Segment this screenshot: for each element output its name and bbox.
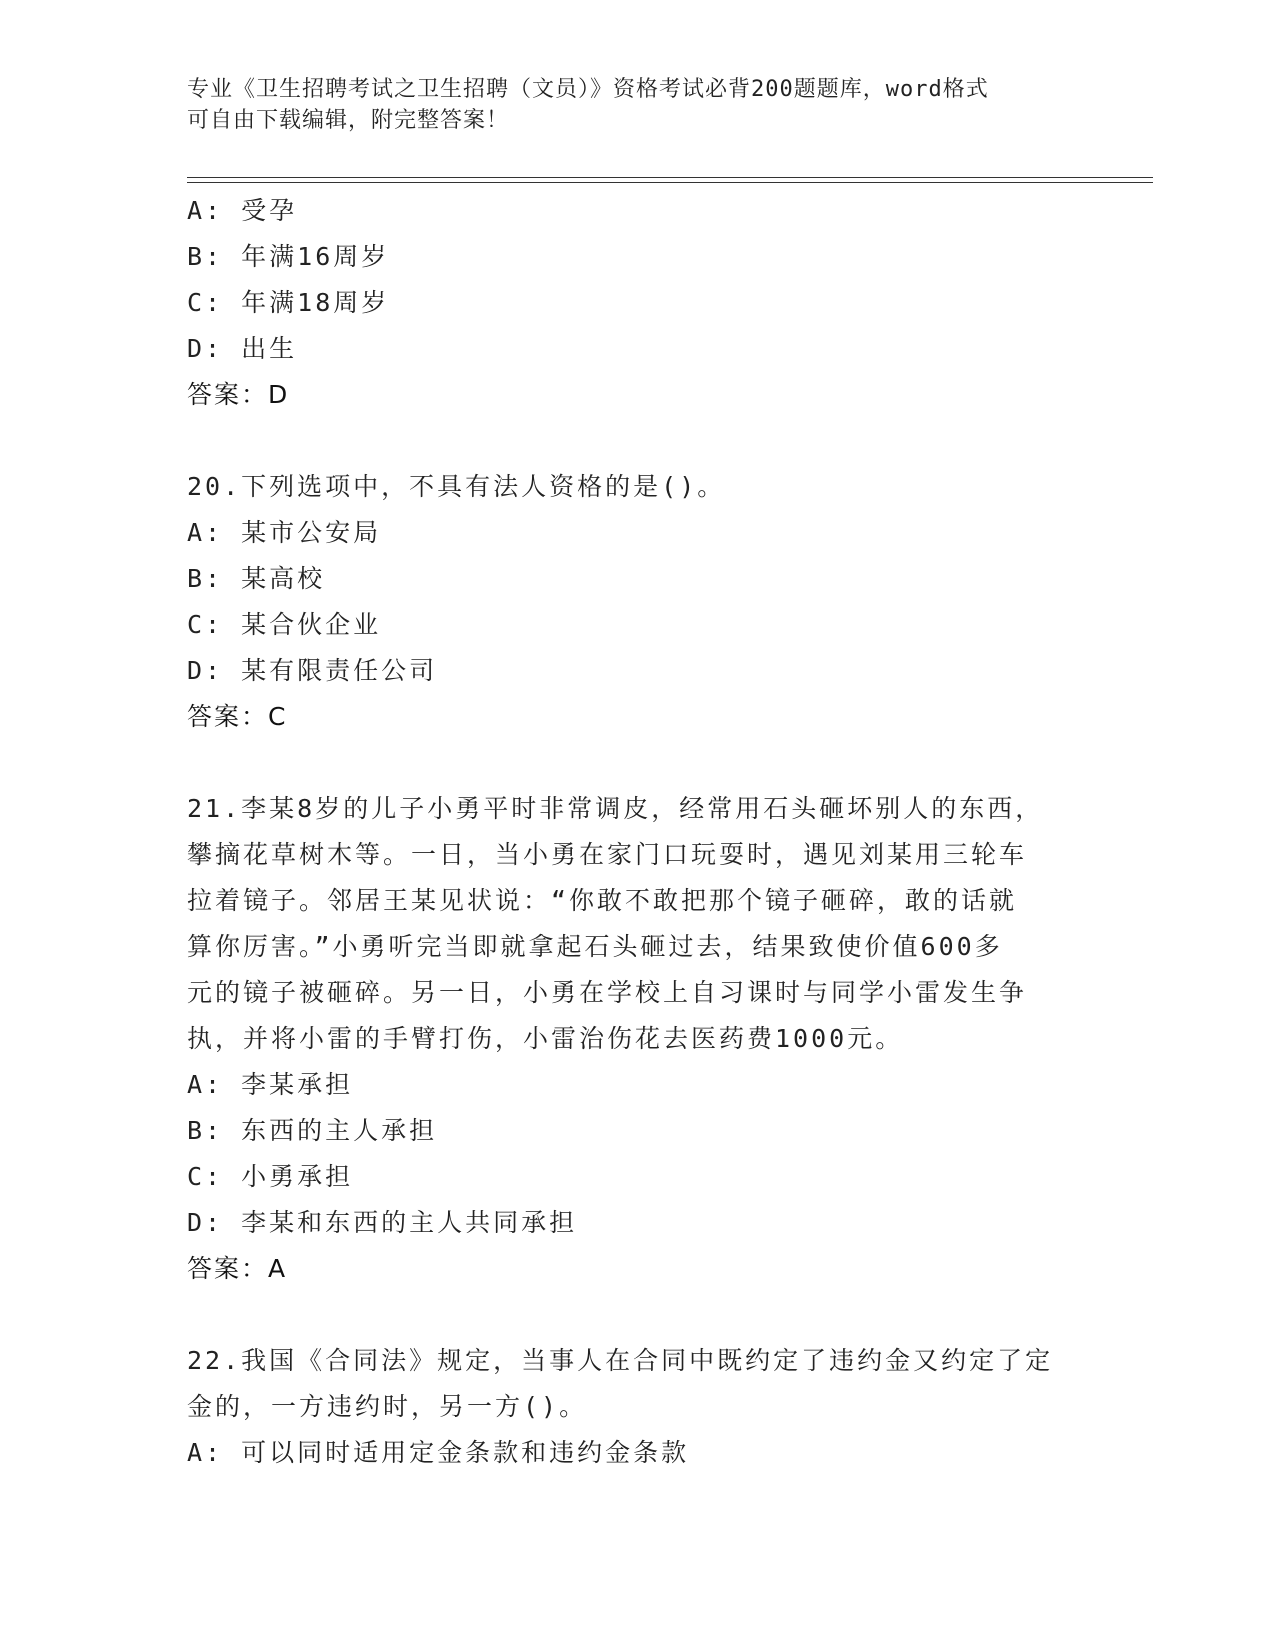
option-b: B: 东西的主人承担 (187, 1116, 438, 1145)
question-line: 拉着镜子。邻居王某见状说：“你敢不敢把那个镜子砸碎，敢的话就 (187, 886, 1018, 915)
question-line: 21.李某8岁的儿子小勇平时非常调皮，经常用石头砸坏别人的东西， (187, 794, 1044, 823)
option-c: C: 某合伙企业 (187, 610, 382, 639)
answer-label: 答案：A (187, 1254, 288, 1283)
header-line-1: 专业《卫生招聘考试之卫生招聘（文员）》资格考试必背200题题库，word格式 (187, 77, 989, 102)
header-divider-top (187, 177, 1153, 178)
option-c: C: 年满18周岁 (187, 288, 390, 317)
option-a: A: 受孕 (187, 196, 298, 225)
question-20 (187, 464, 1087, 740)
option-a: A: 李某承担 (187, 1070, 354, 1099)
question-line: 算你厉害。”小勇听完当即就拿起石头砸过去，结果致使价值600多 (187, 932, 1003, 961)
question-line: 执，并将小雷的手臂打伤，小雷治伤花去医药费1000元。 (187, 1024, 904, 1053)
spacer (187, 1292, 1087, 1338)
option-b: B: 年满16周岁 (187, 242, 390, 271)
header-divider-bottom (187, 182, 1153, 183)
question-text (187, 1338, 1087, 1430)
question-list (187, 188, 1087, 1476)
spacer (187, 418, 1087, 464)
spacer (187, 740, 1087, 786)
question-22 (187, 1338, 1087, 1476)
option-a: A: 可以同时适用定金条款和违约金条款 (187, 1438, 690, 1467)
header-line-2: 可自由下载编辑，附完整答案！ (187, 108, 510, 133)
answer-label: 答案：C (187, 702, 288, 731)
option-a: A: 某市公安局 (187, 518, 382, 547)
question-line: 攀摘花草树木等。一日，当小勇在家门口玩耍时，遇见刘某用三轮车 (187, 840, 1028, 869)
question-line: 金的，一方违约时，另一方()。 (187, 1392, 588, 1421)
document-header (187, 74, 1067, 136)
question-21 (187, 786, 1087, 1292)
question-line: 元的镜子被砸碎。另一日，小勇在学校上自习课时与同学小雷发生争 (187, 978, 1028, 1007)
option-d: D: 出生 (187, 334, 298, 363)
answer-label: 答案：D (187, 380, 290, 409)
question-text: 20.下列选项中，不具有法人资格的是()。 (187, 472, 726, 501)
option-d: D: 某有限责任公司 (187, 656, 438, 685)
question-19 (187, 188, 1087, 418)
option-b: B: 某高校 (187, 564, 326, 593)
question-line: 22.我国《合同法》规定，当事人在合同中既约定了违约金又约定了定 (187, 1346, 1054, 1375)
option-d: D: 李某和东西的主人共同承担 (187, 1208, 578, 1237)
question-text (187, 786, 1087, 1062)
option-c: C: 小勇承担 (187, 1162, 354, 1191)
